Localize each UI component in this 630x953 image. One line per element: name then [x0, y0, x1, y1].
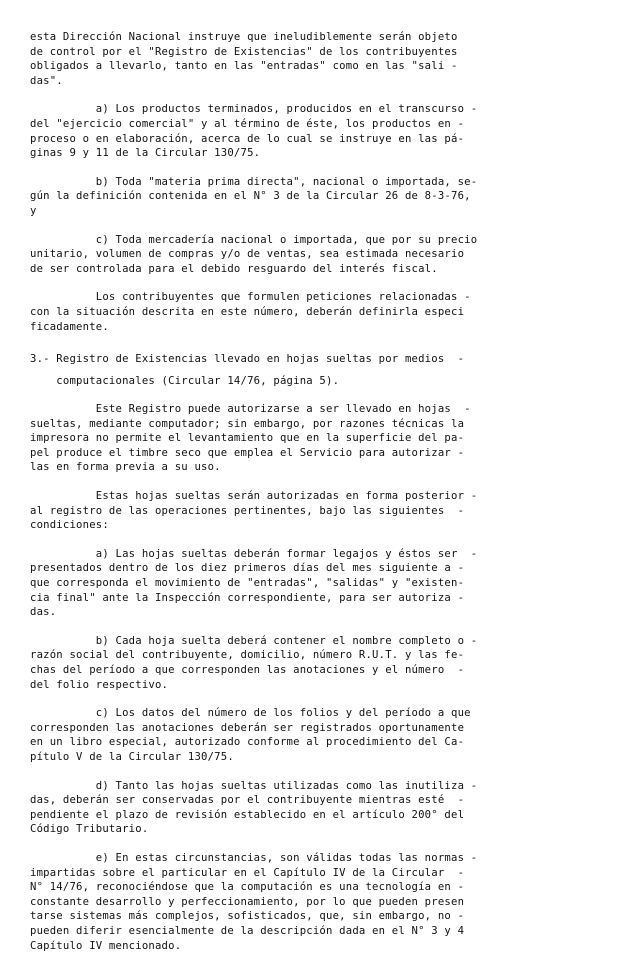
paragraph-c	[30, 233, 600, 277]
condition-b	[30, 634, 600, 692]
text-line: pendiente el plazo de revisión establecido en el artículo 200° del	[30, 808, 600, 823]
text-line: Este Registro puede autorizarse a ser llevado en hojas -	[30, 402, 600, 417]
text-line: gún la definición contenida en el N° 3 de la Circular 26 de 8-3-76,	[30, 189, 600, 204]
text-line: razón social del contribuyente, domicilio, número R.U.T. y las fe-	[30, 648, 600, 663]
text-line: Código Tributario.	[30, 822, 600, 837]
text-line: con la situación descrita en este número, deberán definirla especi	[30, 305, 600, 320]
text-line: las en forma previa a su uso.	[30, 460, 600, 475]
text-line: Capítulo IV mencionado.	[30, 939, 600, 953]
text-line: e) En estas circunstancias, son válidas todas las normas -	[30, 851, 600, 866]
text-line: condiciones:	[30, 518, 600, 533]
text-line: presentados dentro de los diez primeros días del mes siguiente a -	[30, 561, 600, 576]
text-line: a) Los productos terminados, producidos en el transcurso -	[30, 102, 600, 117]
section-3-heading	[30, 348, 600, 392]
text-line: ficadamente.	[30, 320, 600, 335]
text-line: en un libro especial, autorizado conforme al procedimiento del Ca-	[30, 735, 600, 750]
text-line: chas del período a que corresponden las anotaciones y el número -	[30, 663, 600, 678]
paragraph-contribuyentes	[30, 290, 600, 334]
text-line: impartidas sobre el particular en el Capítulo IV de la Circular -	[30, 866, 600, 881]
text-line: impresora no permite el levantamiento que en la superficie del pa-	[30, 431, 600, 446]
heading-line: 3.- Registro de Existencias llevado en hojas sueltas por medios -	[30, 348, 600, 370]
condition-c	[30, 706, 600, 764]
text-line: b) Cada hoja suelta deberá contener el nombre completo o -	[30, 634, 600, 649]
text-line: al registro de las operaciones pertinentes, bajo las siguientes -	[30, 504, 600, 519]
text-line: corresponden las anotaciones deberán ser registrados oportunamente	[30, 721, 600, 736]
text-line: que corresponda el movimiento de "entradas", "salidas" y "existen-	[30, 576, 600, 591]
text-line: cia final" ante la Inspección correspondiente, para ser autoriza -	[30, 591, 600, 606]
paragraph-hojas-sueltas	[30, 489, 600, 533]
text-line: N° 14/76, reconociéndose que la computación es una tecnología en -	[30, 880, 600, 895]
text-line: das".	[30, 74, 600, 89]
paragraph-b	[30, 175, 600, 219]
text-line: pítulo V de la Circular 130/75.	[30, 750, 600, 765]
text-line: y	[30, 204, 600, 219]
condition-a	[30, 547, 600, 620]
heading-line: computacionales (Circular 14/76, página 5).	[30, 370, 600, 392]
condition-d	[30, 779, 600, 837]
text-line: constante desarrollo y perfeccionamiento, por lo que pueden presen	[30, 895, 600, 910]
text-line: pueden diferir esencialmente de la descripción dada en el N° 3 y 4	[30, 924, 600, 939]
text-line: unitario, volumen de compras y/o de ventas, sea estimada necesario	[30, 247, 600, 262]
text-line: das, deberán ser conservadas por el contribuyente mientras esté -	[30, 793, 600, 808]
paragraph-a	[30, 102, 600, 160]
text-line: ginas 9 y 11 de la Circular 130/75.	[30, 146, 600, 161]
text-line: del "ejercicio comercial" y al término de éste, los productos en -	[30, 117, 600, 132]
text-line: obligados a llevarlo, tanto en las "entradas" como en las "sali -	[30, 59, 600, 74]
intro-paragraph	[30, 30, 600, 88]
text-line: c) Toda mercadería nacional o importada, que por su precio	[30, 233, 600, 248]
text-line: das.	[30, 605, 600, 620]
text-line: de ser controlada para el debido resguardo del interés fiscal.	[30, 262, 600, 277]
text-line: c) Los datos del número de los folios y del período a que	[30, 706, 600, 721]
text-line: Estas hojas sueltas serán autorizadas en forma posterior -	[30, 489, 600, 504]
text-line: de control por el "Registro de Existencias" de los contribuyentes	[30, 45, 600, 60]
paragraph-registro	[30, 402, 600, 475]
text-line: b) Toda "materia prima directa", nacional o importada, se-	[30, 175, 600, 190]
text-line: del folio respectivo.	[30, 678, 600, 693]
text-line: d) Tanto las hojas sueltas utilizadas como las inutiliza -	[30, 779, 600, 794]
text-line: tarse sistemas más complejos, sofisticados, que, sin embargo, no -	[30, 909, 600, 924]
condition-e	[30, 851, 600, 953]
text-line: Los contribuyentes que formulen peticiones relacionadas -	[30, 290, 600, 305]
text-line: a) Las hojas sueltas deberán formar legajos y éstos ser -	[30, 547, 600, 562]
text-line: pel produce el timbre seco que emplea el Servicio para autorizar -	[30, 446, 600, 461]
text-line: esta Dirección Nacional instruye que ineludiblemente serán objeto	[30, 30, 600, 45]
text-line: sueltas, mediante computador; sin embargo, por razones técnicas la	[30, 417, 600, 432]
text-line: proceso o en elaboración, acerca de lo cual se instruye en las pá-	[30, 132, 600, 147]
